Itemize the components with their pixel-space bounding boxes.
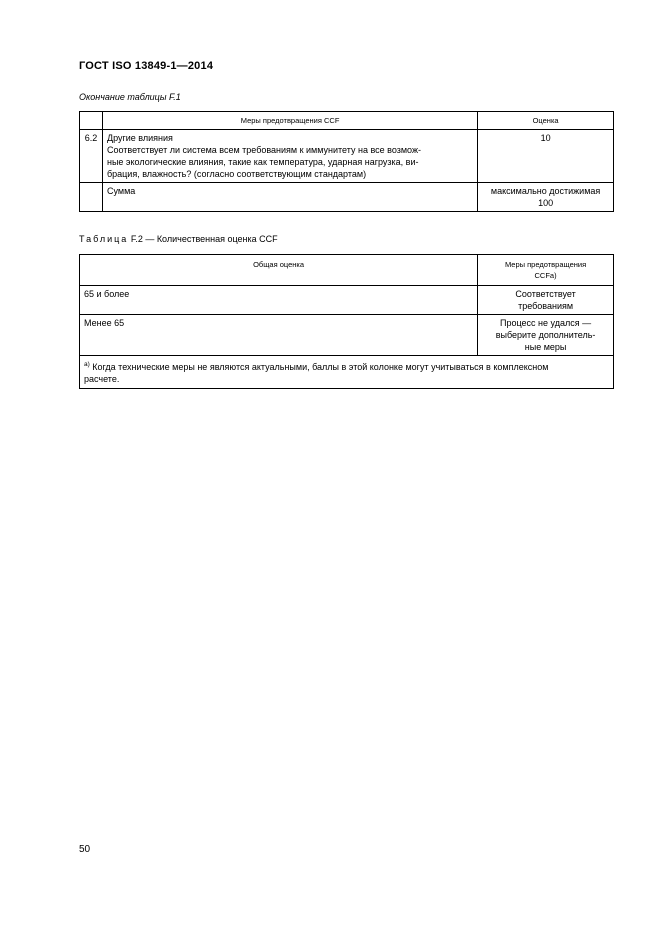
table-row (80, 183, 614, 212)
row-text-line: Соответствует ли система всем требованиям к иммунитету на все возмож- (106, 145, 421, 155)
measure-line: ные меры (524, 342, 567, 352)
page-number: 50 (79, 844, 91, 855)
row-measure (478, 315, 614, 356)
table-caption-title: F.2 — Количественная оценка CCF (130, 234, 278, 244)
row-measure (102, 130, 477, 183)
row-score: Менее 65 (80, 315, 478, 356)
footnote-mark: а) (84, 361, 90, 368)
row-number (80, 183, 103, 212)
footnote-text: Когда технические меры не являются актуальными, баллы в этой колонке могут учитываться в комплексном (92, 362, 549, 372)
column-header-number (80, 112, 103, 130)
column-header-line: CCFа) (534, 271, 557, 280)
score-line: 100 (538, 198, 554, 208)
column-header-line: Меры предотвращения (504, 260, 587, 269)
table-f1-end (79, 111, 614, 212)
row-title: Сумма (106, 186, 136, 196)
table-header-row (80, 112, 614, 130)
table-caption-prefix: Таблица (79, 234, 129, 244)
column-header-score: Оценка (478, 112, 614, 130)
footnote-line (84, 359, 609, 373)
footnote-row (80, 356, 614, 389)
table-caption (79, 234, 278, 244)
column-header-overall-score: Общая оценка (80, 255, 478, 286)
table-continuation-caption: Окончание таблицы F.1 (79, 92, 181, 102)
measure-line: Соответствует (515, 289, 576, 299)
measure-line: требованиям (518, 301, 574, 311)
row-score: 65 и более (80, 286, 478, 315)
measure-line: выберите дополнитель- (495, 330, 596, 340)
measure-line: Процесс не удался — (500, 318, 592, 328)
row-measure (478, 286, 614, 315)
row-score (478, 183, 614, 212)
score-line: максимально достижимая (490, 186, 601, 196)
table-footnote (80, 356, 614, 389)
row-score: 10 (478, 130, 614, 183)
row-number: 6.2 (80, 130, 103, 183)
table-header-row (80, 255, 614, 286)
column-header-measures: Меры предотвращения CCF (102, 112, 477, 130)
row-text-line: брация, влажность? (согласно соответствующим стандартам) (106, 169, 367, 179)
footnote-line: расчете. (84, 374, 120, 384)
table-row (80, 286, 614, 315)
document-code: ГОСТ ISO 13849-1—2014 (79, 60, 214, 72)
row-title: Другие влияния (106, 133, 173, 143)
table-f2 (79, 254, 614, 389)
table-row (80, 130, 614, 183)
table-row (80, 315, 614, 356)
column-header-measures (478, 255, 614, 286)
row-text-line: ные экологические влияния, такие как температура, ударная нагрузка, ви- (106, 157, 419, 167)
row-measure (102, 183, 477, 212)
